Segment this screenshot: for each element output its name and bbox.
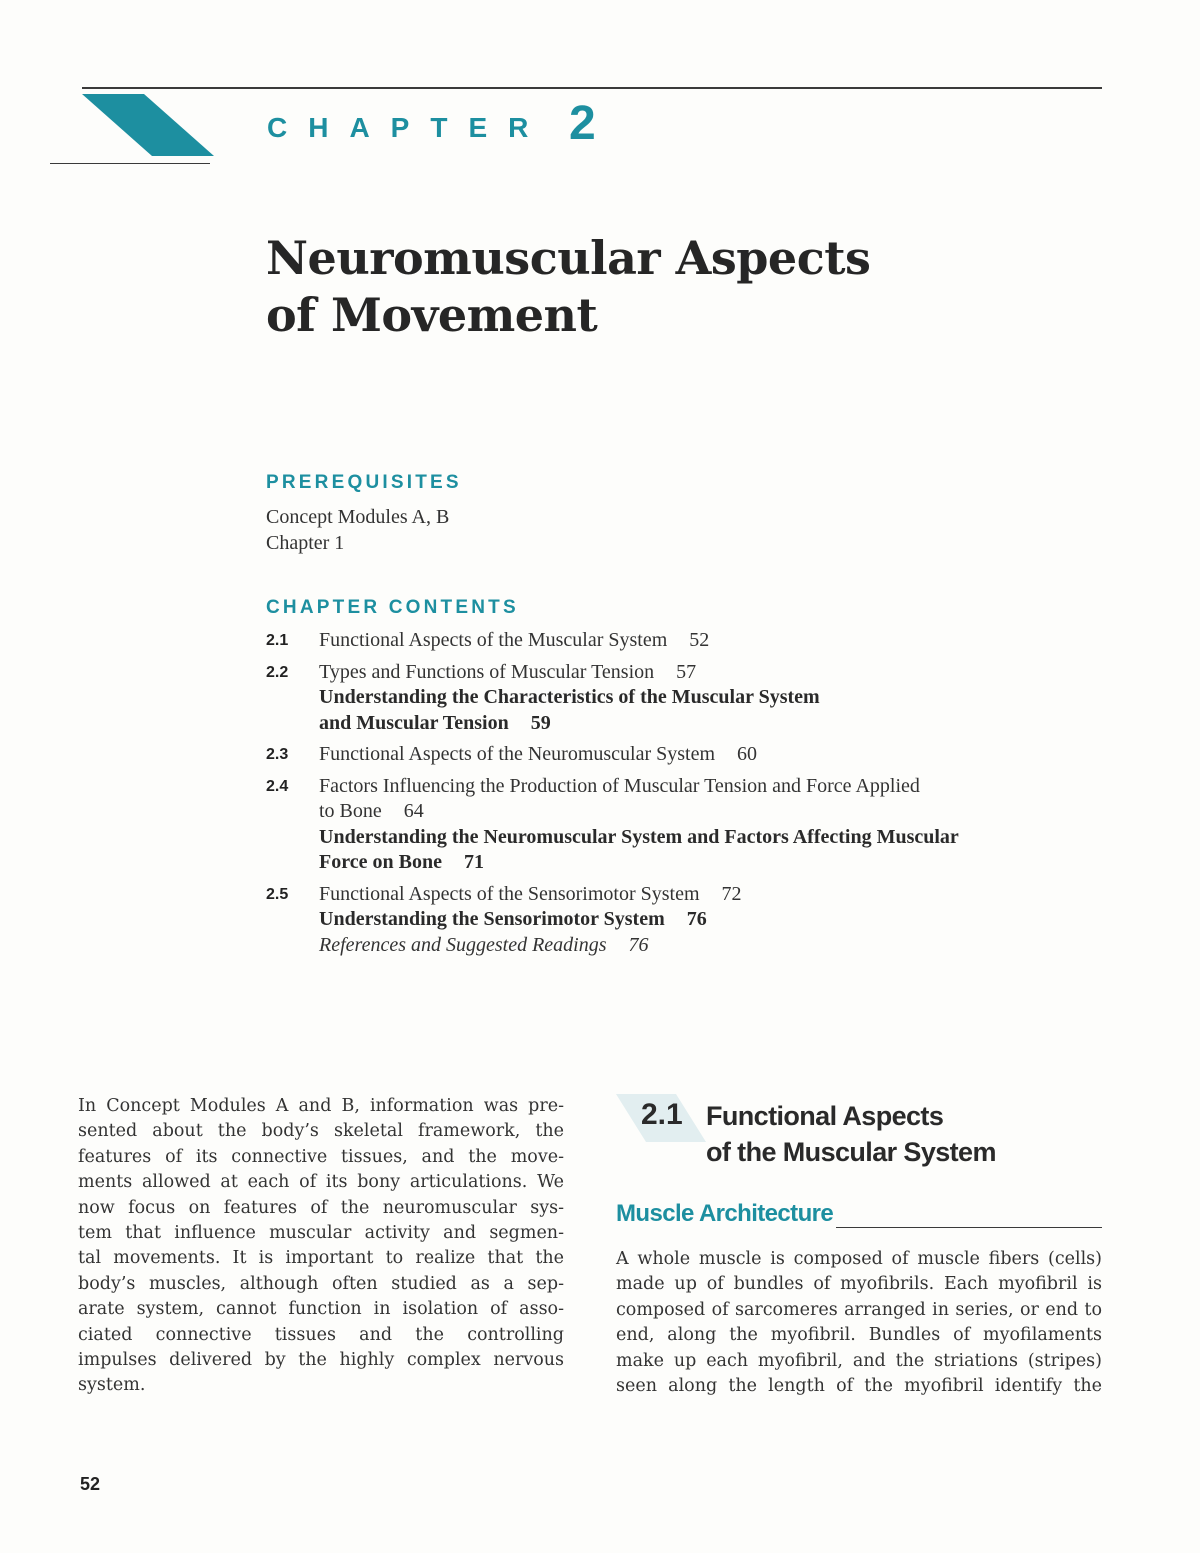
toc-line-text: Understanding the Sensorimotor System — [319, 908, 665, 930]
chapter-title-line: of Movement — [266, 288, 598, 342]
intro-line: body’s muscles, although often studied as a sep- — [78, 1273, 564, 1294]
section-body-line: make up each myofibril, and the striations (stripes) — [616, 1350, 1102, 1371]
intro-line: In Concept Modules A and B, information was pre- — [78, 1096, 564, 1116]
subheading: Muscle Architecture — [616, 1200, 834, 1227]
toc-line — [319, 882, 1046, 908]
table-of-contents — [266, 628, 1046, 964]
toc-page-number: 59 — [530, 711, 551, 734]
toc-line-text: and Muscular Tension — [319, 711, 509, 734]
intro-line: features of its connective tissues, and the move- — [78, 1146, 564, 1167]
section-body-line: composed of sarcomeres arranged in series, or end to — [616, 1299, 1102, 1320]
toc-line — [319, 825, 1046, 851]
toc-line — [319, 660, 1046, 686]
chapter-number: 2 — [569, 97, 596, 150]
page-number: 52 — [80, 1474, 101, 1494]
toc-entry-number: 2.5 — [266, 885, 289, 903]
section-body-line: A whole muscle is composed of muscle fibers (cells) — [616, 1249, 1102, 1269]
toc-page-number: 60 — [737, 743, 758, 765]
section-body-line: made up of bundles of myofibrils. Each myofibril is — [616, 1274, 1102, 1295]
toc-entry — [266, 742, 1046, 768]
toc-entry — [266, 774, 1046, 876]
section-title-line: of the Muscular System — [706, 1137, 996, 1167]
intro-line: tal movements. It is important to realize that the — [78, 1248, 564, 1269]
toc-page-number: 57 — [676, 660, 697, 683]
toc-entry-number: 2.1 — [266, 632, 289, 649]
toc-entry-number: 2.2 — [266, 663, 289, 681]
toc-entry-number: 2.4 — [266, 777, 289, 795]
toc-entry-number: 2.3 — [266, 746, 289, 763]
toc-line-text: Functional Aspects of the Neuromuscular System — [319, 743, 716, 765]
toc-page-number: 72 — [721, 882, 742, 905]
prerequisites-heading: PREREQUISITES — [266, 472, 462, 493]
toc-line-text: Understanding the Characteristics of the Muscular System — [319, 686, 820, 708]
chapter-title-line: Neuromuscular Aspects — [266, 231, 871, 285]
toc-page-number: 71 — [463, 851, 484, 873]
toc-line-text: Functional Aspects of the Sensorimotor System — [319, 882, 700, 905]
toc-line-text: Understanding the Neuromuscular System and Factors Affecting Muscular — [319, 825, 959, 848]
toc-line-text: References and Suggested Readings — [319, 933, 607, 956]
toc-page-number: 76 — [686, 908, 707, 930]
toc-page-number: 64 — [403, 800, 424, 822]
contents-heading: CHAPTER CONTENTS — [266, 597, 519, 618]
toc-line-text: Types and Functions of Muscular Tension — [319, 660, 655, 683]
intro-line: tem that influence muscular activity and segmen- — [78, 1223, 564, 1244]
chapter-tab-graphic — [82, 94, 214, 156]
prerequisites-list — [266, 504, 449, 556]
section-title — [706, 1098, 996, 1170]
toc-page-number: 76 — [628, 933, 649, 956]
intro-line: system. — [78, 1375, 146, 1396]
left-rule — [50, 163, 210, 164]
subheading-row — [616, 1200, 1102, 1232]
toc-line — [319, 907, 1046, 933]
section-body-line: end, along the myofibril. Bundles of myofilaments — [616, 1325, 1102, 1346]
toc-line — [319, 685, 1046, 711]
top-rule — [82, 87, 1102, 89]
intro-line: sented about the body’s skeletal framework, the — [78, 1121, 564, 1142]
toc-line — [319, 799, 1046, 825]
toc-entry — [266, 882, 1046, 959]
toc-line — [319, 628, 1046, 654]
toc-entry — [266, 660, 1046, 737]
toc-line — [319, 850, 1046, 876]
intro-line: ments allowed at each of its bony articulations. We — [78, 1172, 564, 1193]
section-body-line: seen along the length of the myofibril identify the — [616, 1376, 1102, 1397]
intro-line: arate system, cannot function in isolation of asso- — [78, 1299, 564, 1320]
intro-paragraph — [78, 1094, 564, 1399]
prerequisite-item: Concept Modules A, B — [266, 506, 450, 528]
subheading-rule — [836, 1227, 1102, 1228]
toc-line — [319, 742, 1046, 768]
chapter-title — [266, 230, 966, 344]
toc-line-text: Functional Aspects of the Muscular System — [319, 629, 668, 651]
toc-entry — [266, 628, 1046, 654]
toc-line-text: Force on Bone — [319, 851, 442, 873]
toc-line-text: Factors Influencing the Production of Muscular Tension and Force Applied — [319, 774, 920, 797]
section-number: 2.1 — [641, 1098, 683, 1131]
toc-page-number: 52 — [689, 629, 710, 651]
prerequisite-item: Chapter 1 — [266, 532, 345, 554]
intro-line: now focus on features of the neuromuscular sys- — [78, 1197, 564, 1218]
toc-line-text: to Bone — [319, 800, 382, 822]
toc-line — [319, 774, 1046, 800]
chapter-label: CHAPTER — [267, 112, 550, 143]
toc-line — [319, 933, 1046, 959]
toc-line — [319, 711, 1046, 737]
section-title-line: Functional Aspects — [706, 1101, 944, 1131]
intro-line: ciated connective tissues and the controlling — [78, 1324, 564, 1345]
section-body — [616, 1247, 1102, 1399]
intro-line: impulses delivered by the highly complex nervous — [78, 1350, 564, 1371]
